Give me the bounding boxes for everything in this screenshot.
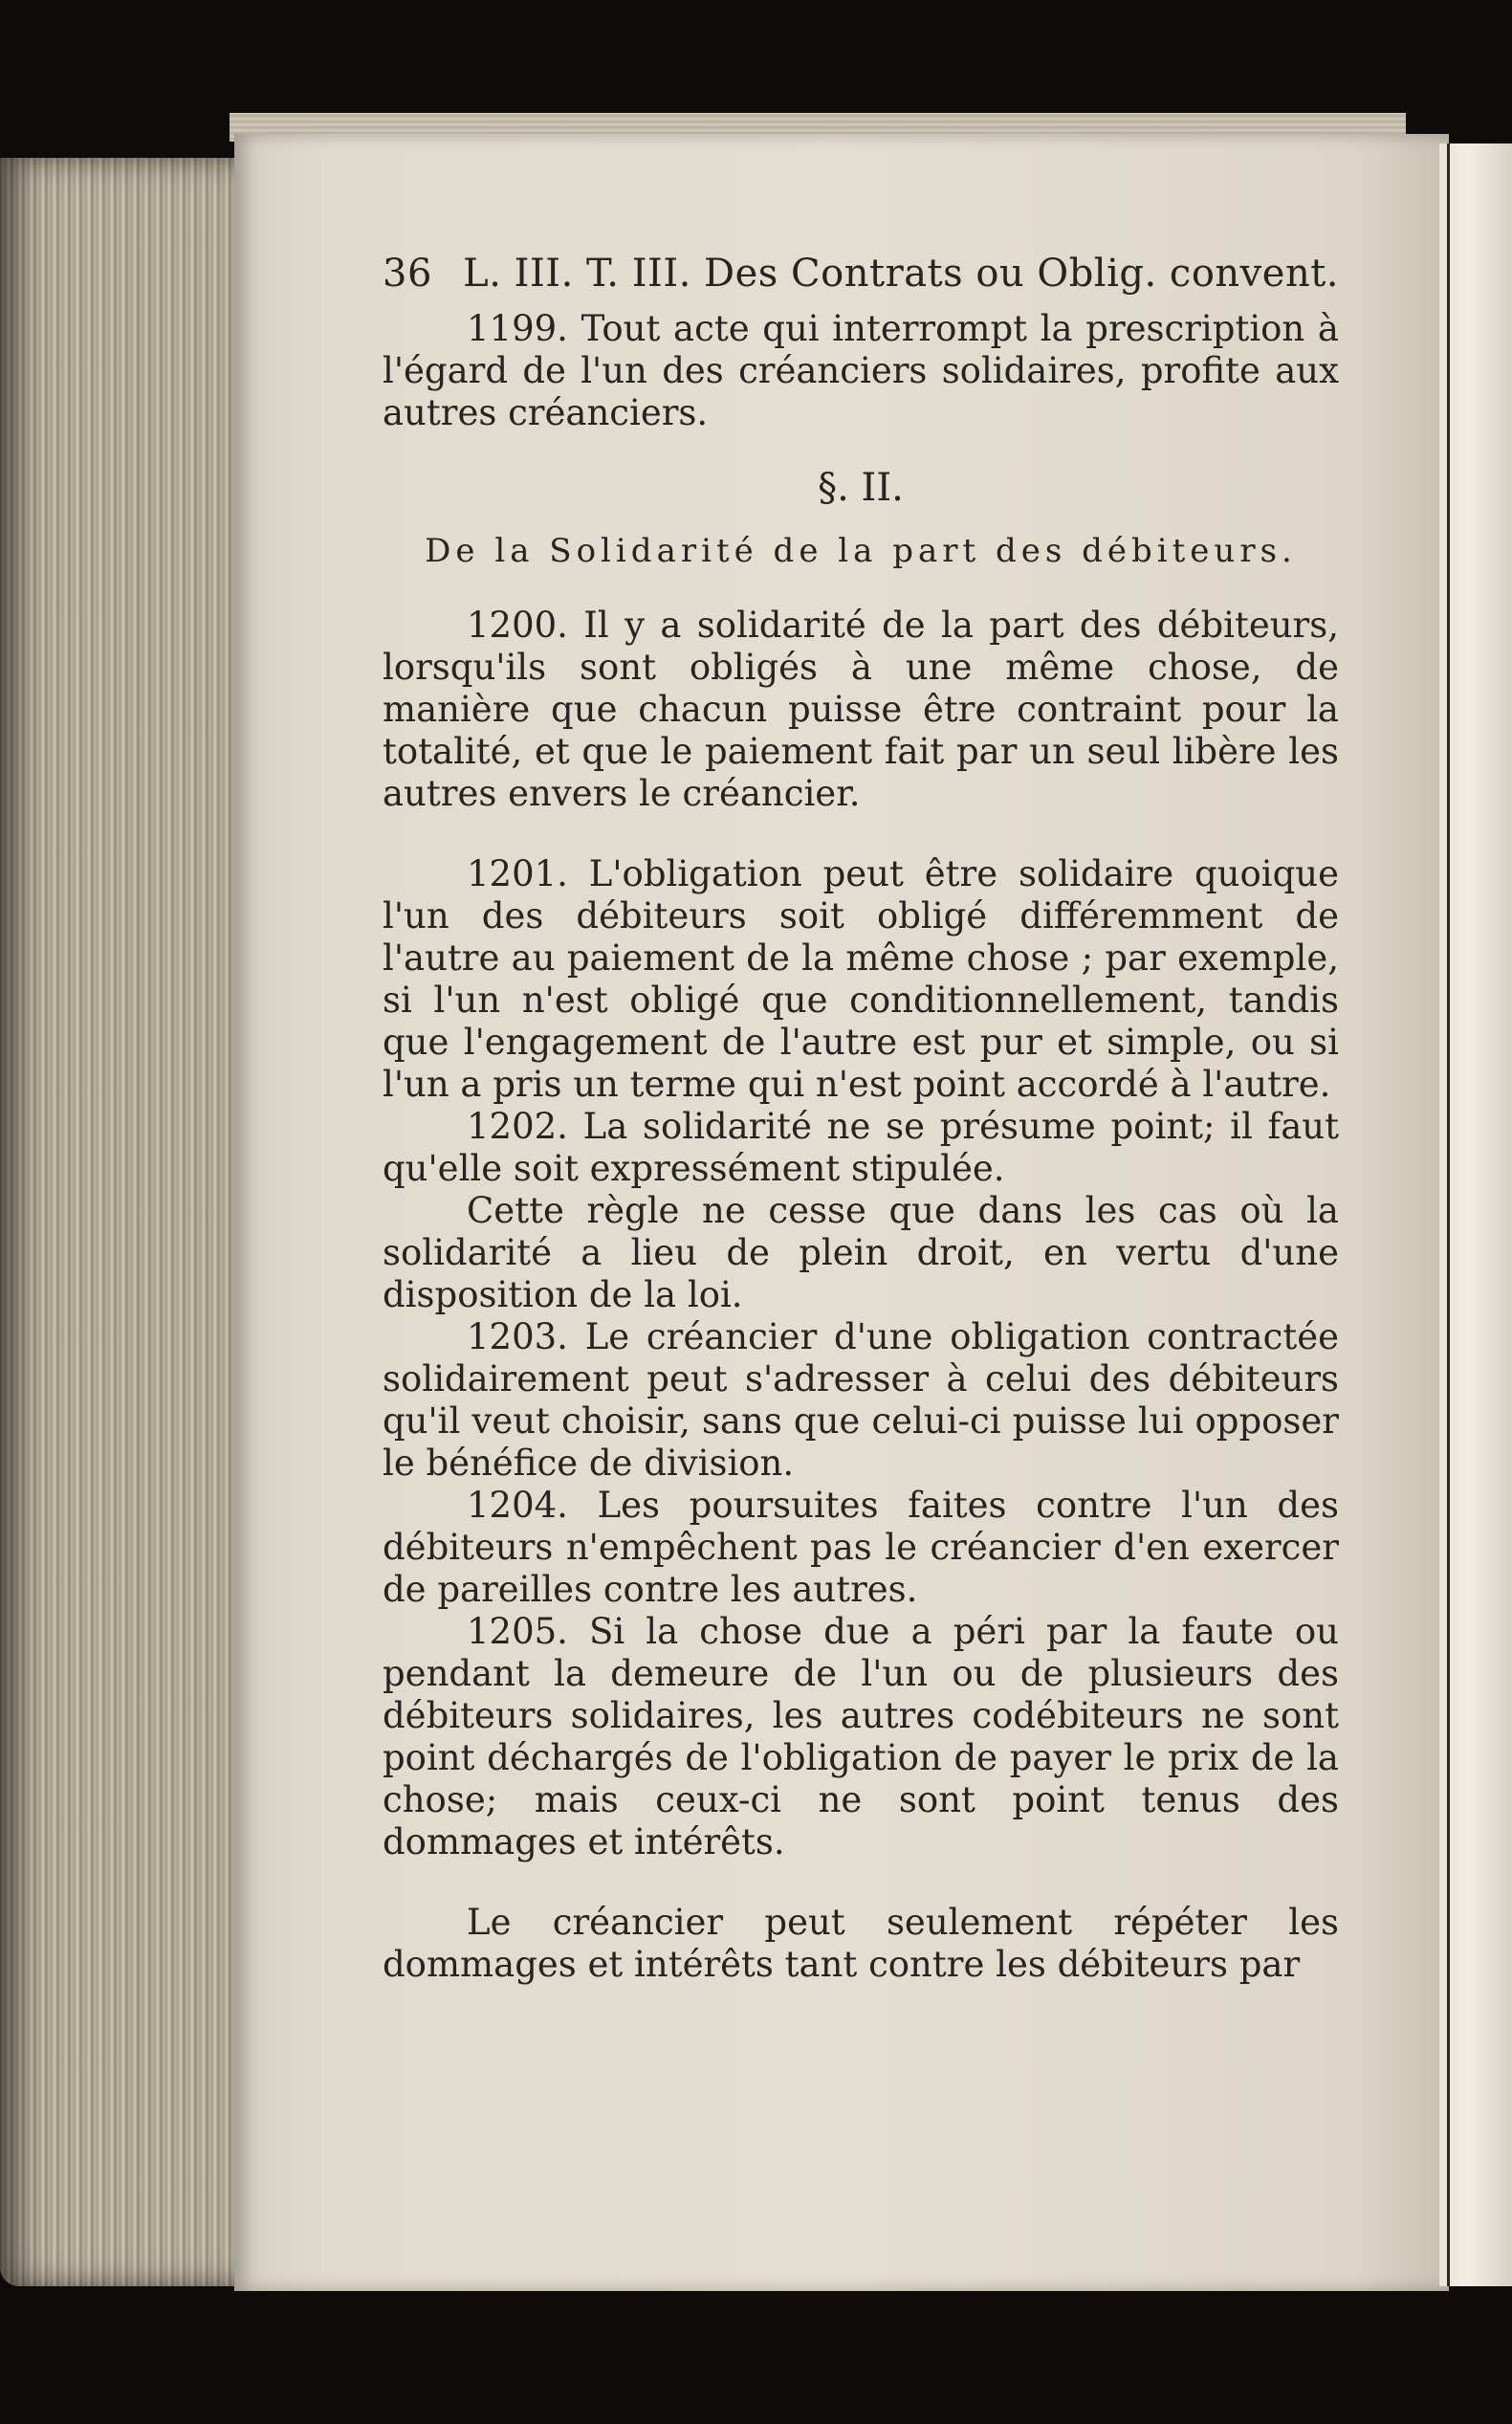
article-1203: 1203. Le créancier d'une obligation contractée solidairement peut s'adresser à celui des débiteurs qu'il veut choisir, sans que celui-ci puisse lui opposer le bénéfice de division. <box>383 1316 1339 1484</box>
section-mark: §. II. <box>818 466 904 510</box>
article-1201: 1201. L'obligation peut être solidaire quoique l'un des débiteurs soit obligé différemment de l'autre au paiement de la même chose ; par exemple, si l'un n'est obligé que conditionnellement, tandis que l'engagement de l'autre est pur et simple, ou si l'un a pris un terme qui n'est point accordé à l'autre. <box>383 853 1339 1105</box>
running-head <box>383 251 1339 297</box>
page-text <box>383 251 1339 1986</box>
facing-page-edge <box>1439 143 1512 2286</box>
article-1202-continued: Cette règle ne cesse que dans les cas où la solidarité a lieu de plein droit, en vertu d'une disposition de la loi. <box>383 1190 1339 1315</box>
article-1199: 1199. Tout acte qui interrompt la prescription à l'égard de l'un des créanciers solidaires, profite aux autres créanciers. <box>383 308 1339 433</box>
article-1204: 1204. Les poursuites faites contre l'un des débiteurs n'empêchent pas le créancier d'en exercer de pareilles contre les autres. <box>383 1485 1339 1610</box>
article-1205-continued: Le créancier peut seulement répéter les dommages et intérêts tant contre les débiteurs par <box>383 1902 1339 1985</box>
book-fore-edge <box>0 158 239 2286</box>
article-1202: 1202. La solidarité ne se présume point; il faut qu'elle soit expressément stipulée. <box>383 1106 1339 1189</box>
running-title: L. III. T. III. Des Contrats ou Oblig. convent. <box>463 252 1339 296</box>
article-1200: 1200. Il y a solidarité de la part des débiteurs, lorsqu'ils sont obligés à une même chose, de manière que chacun puisse être contraint pour la totalité, et que le paiement fait par un seul libère les autres envers le créancier. <box>383 605 1339 814</box>
article-1205: 1205. Si la chose due a péri par la faute ou pendant la demeure de l'un ou de plusieurs des débiteurs solidaires, les autres codébiteurs ne sont point déchargés de l'obligation de payer le prix de la chose; mais ceux-ci ne sont point tenus des dommages et intérêts. <box>383 1611 1339 1862</box>
page-number: 36 <box>383 252 432 296</box>
section-title: De la Solidarité de la part des débiteurs. <box>425 532 1297 570</box>
